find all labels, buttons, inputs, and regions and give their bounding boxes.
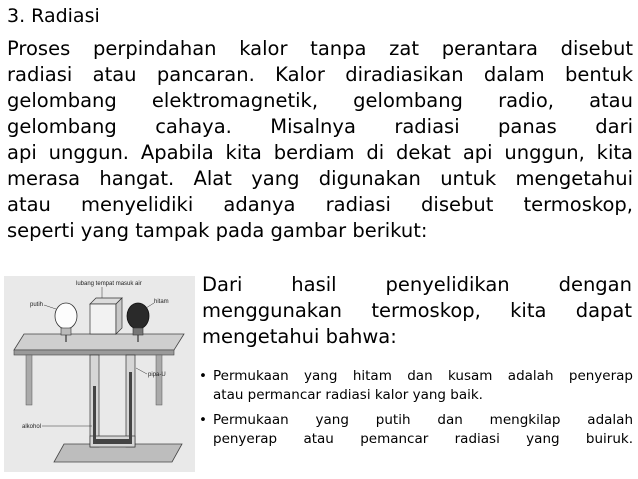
paragraph-line: gelombang cahaya. Misalnya radiasi panas dari — [7, 115, 633, 138]
result-line: mengetahui bahwa: — [202, 325, 397, 348]
paragraph-line: radiasi atau pancaran. Kalor diradiasikan dalam bentuk — [7, 63, 633, 86]
result-line: menggunakan termoskop, kita dapat — [202, 299, 632, 322]
bullet-line: Permukaan yang hitam dan kusam adalah penyerap — [213, 368, 633, 384]
paragraph-line: Proses perpindahan kalor tanpa zat perantara disebut — [7, 37, 633, 60]
bullet-icon: • — [199, 368, 207, 384]
figure-label-pipe: pipa-U — [148, 372, 166, 378]
bullet-line: Permukaan yang putih dan mengkilap adalah — [213, 412, 633, 428]
paragraph-line: api unggun. Apabila kita berdiam di dekat api unggun, kita — [7, 141, 633, 164]
paragraph-line: merasa hangat. Alat yang digunakan untuk mengetahui — [7, 167, 633, 190]
bullet-line: atau permancar radiasi kalor yang baik. — [213, 387, 483, 403]
paragraph-line: seperti yang tampak pada gambar berikut: — [7, 219, 428, 242]
paragraph-line: gelombang elektromagnetik, gelombang radio, atau — [7, 89, 633, 112]
figure-label-top: lubang tempat masuk air — [76, 281, 142, 287]
thermoscope-illustration — [4, 276, 195, 472]
section-heading: 3. Radiasi — [7, 5, 100, 27]
paragraph-line: atau menyelidiki adanya radiasi disebut termoskop, — [7, 193, 633, 216]
bullet-icon: • — [199, 412, 207, 428]
findings-list — [197, 367, 633, 455]
bullet-line: penyerap atau pemancar radiasi yang buiruk. — [213, 431, 633, 447]
figure-label-alcohol: alkohol — [22, 424, 42, 430]
thermoscope-figure — [4, 276, 195, 472]
result-line: Dari hasil penyelidikan dengan — [202, 273, 632, 296]
list-item — [197, 367, 633, 405]
intro-paragraph — [7, 36, 633, 244]
figure-label-black: hitam — [154, 299, 169, 305]
result-intro — [202, 272, 632, 350]
figure-label-white: putih — [30, 302, 44, 308]
list-item — [197, 411, 633, 449]
